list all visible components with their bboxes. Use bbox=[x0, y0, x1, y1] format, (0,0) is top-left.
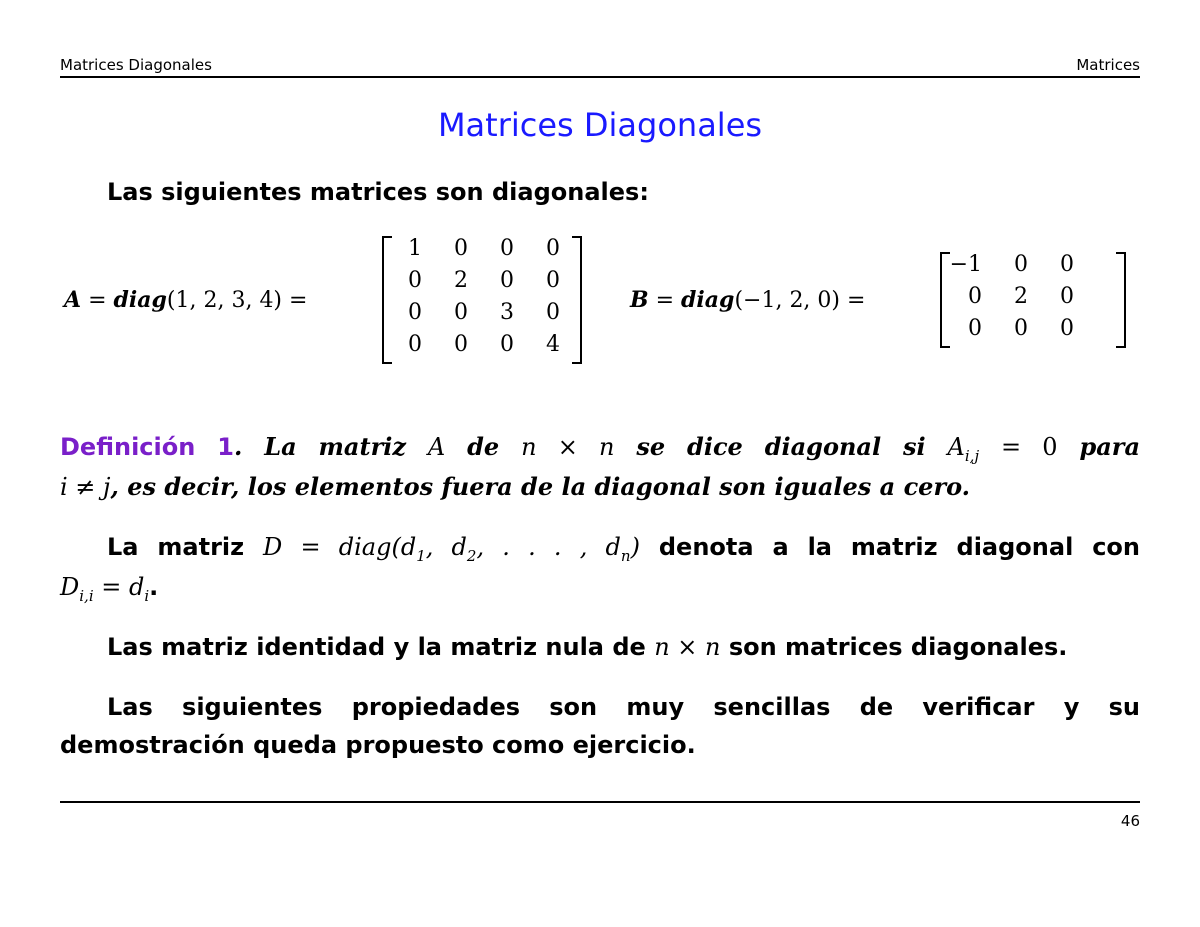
header-left-title: Matrices Diagonales bbox=[60, 56, 212, 74]
matrix-b-cell-1-1: 2 bbox=[1014, 284, 1028, 309]
matrix-a-cell-3-1: 0 bbox=[454, 332, 468, 357]
matrix-a-cell-0-1: 0 bbox=[454, 236, 468, 261]
para-d-line-2 bbox=[60, 573, 158, 605]
para-d-formula: $D = diag(d_1$, $d_2$, . . . , $d_n$) bbox=[263, 533, 640, 565]
matrix-a-right-bracket bbox=[572, 236, 582, 364]
matrix-a-cell-1-1: 2 bbox=[454, 268, 468, 293]
matrix-b-cell-1-0: 0 bbox=[968, 284, 982, 309]
matrix-b-cell-0-0: −1 bbox=[949, 252, 982, 277]
para-d-text-a: La matriz bbox=[107, 533, 245, 561]
definition-text-b: de bbox=[467, 432, 500, 461]
matrix-a-func: diag bbox=[113, 287, 167, 313]
definition-rest: , es decir, los elementos fuera de la diagonal son iguales a cero. bbox=[110, 472, 971, 501]
matrix-b-args: (−1, 2, 0) = bbox=[734, 288, 866, 313]
para-identity-nxn: n × n bbox=[654, 633, 721, 661]
para-d-text-b: denota a la matriz diagonal con bbox=[658, 533, 1141, 561]
matrix-a-cell-0-2: 0 bbox=[500, 236, 514, 261]
definition-line-2 bbox=[60, 472, 970, 501]
slide-title: Matrices Diagonales bbox=[437, 106, 763, 144]
matrix-b-func: diag bbox=[681, 287, 735, 313]
definition-aij: $A_{i,j}$ bbox=[947, 433, 980, 465]
para-props-line-1: Las siguientes propiedades son muy sencillas de verificar y su bbox=[107, 693, 1140, 721]
matrix-a-cell-2-0: 0 bbox=[408, 300, 422, 325]
para-d-dii: $D_{i,i} = d_i$ bbox=[60, 573, 150, 605]
matrix-a-cell-2-2: 3 bbox=[500, 300, 514, 325]
intro-text: Las siguientes matrices son diagonales: bbox=[107, 178, 649, 206]
matrix-b-cell-2-2: 0 bbox=[1060, 316, 1074, 341]
definition-text-c: se dice diagonal si bbox=[636, 432, 926, 461]
page-number: 46 bbox=[1120, 812, 1140, 830]
matrix-b-right-bracket bbox=[1116, 252, 1126, 348]
matrix-b-lhs: B = diag(−1, 2, 0) = bbox=[630, 287, 866, 313]
para-identity-a: Las matriz identidad y la matriz nula de bbox=[107, 633, 646, 661]
header-rule bbox=[60, 76, 1140, 78]
matrix-a-cell-0-0: 1 bbox=[408, 236, 422, 261]
matrix-b-cell-0-1: 0 bbox=[1014, 252, 1028, 277]
matrix-b-cell-2-1: 0 bbox=[1014, 316, 1028, 341]
matrix-b-cell-2-0: 0 bbox=[968, 316, 982, 341]
definition-line-1: Definición 1. La matriz A de n × n se dice diagonal si $A_{i,j} = 0$ para bbox=[60, 432, 1140, 465]
matrix-a-cell-0-3: 0 bbox=[546, 236, 560, 261]
footer-rule bbox=[60, 801, 1140, 803]
matrix-a-cell-3-0: 0 bbox=[408, 332, 422, 357]
matrix-a-cell-3-3: 4 bbox=[546, 332, 560, 357]
matrix-b bbox=[940, 252, 1126, 348]
matrix-a-cell-1-3: 0 bbox=[546, 268, 560, 293]
definition-text-d: para bbox=[1079, 432, 1140, 461]
matrix-b-cell-0-2: 0 bbox=[1060, 252, 1074, 277]
definition-var-a: A bbox=[427, 433, 446, 461]
matrix-b-name: B bbox=[630, 287, 649, 313]
matrix-a-name: A bbox=[64, 287, 82, 313]
para-props-line-2: demostración queda propuesto como ejercicio. bbox=[60, 731, 696, 759]
matrix-a-cell-1-2: 0 bbox=[500, 268, 514, 293]
para-d-dot: . bbox=[149, 573, 159, 601]
definition-nxn: n × n bbox=[521, 433, 615, 461]
matrix-a-lhs: A = diag(1, 2, 3, 4) = bbox=[64, 287, 308, 313]
matrix-b-cell-1-2: 0 bbox=[1060, 284, 1074, 309]
header-right-title: Matrices bbox=[1076, 56, 1140, 74]
para-d-line-1 bbox=[107, 533, 1140, 565]
definition-ineq: i ≠ j bbox=[60, 473, 111, 501]
matrix-a-cell-1-0: 0 bbox=[408, 268, 422, 293]
para-identity-b: son matrices diagonales. bbox=[728, 633, 1068, 661]
matrix-a-args: (1, 2, 3, 4) = bbox=[166, 288, 308, 313]
matrix-a bbox=[382, 236, 582, 364]
matrix-a-cell-3-2: 0 bbox=[500, 332, 514, 357]
matrix-a-cell-2-1: 0 bbox=[454, 300, 468, 325]
definition-text-a: La matriz bbox=[264, 432, 406, 461]
definition-eq0: = 0 bbox=[1001, 433, 1058, 461]
matrix-a-cell-2-3: 0 bbox=[546, 300, 560, 325]
para-identity bbox=[107, 633, 1067, 661]
definition-label: Definición 1 bbox=[60, 433, 234, 461]
